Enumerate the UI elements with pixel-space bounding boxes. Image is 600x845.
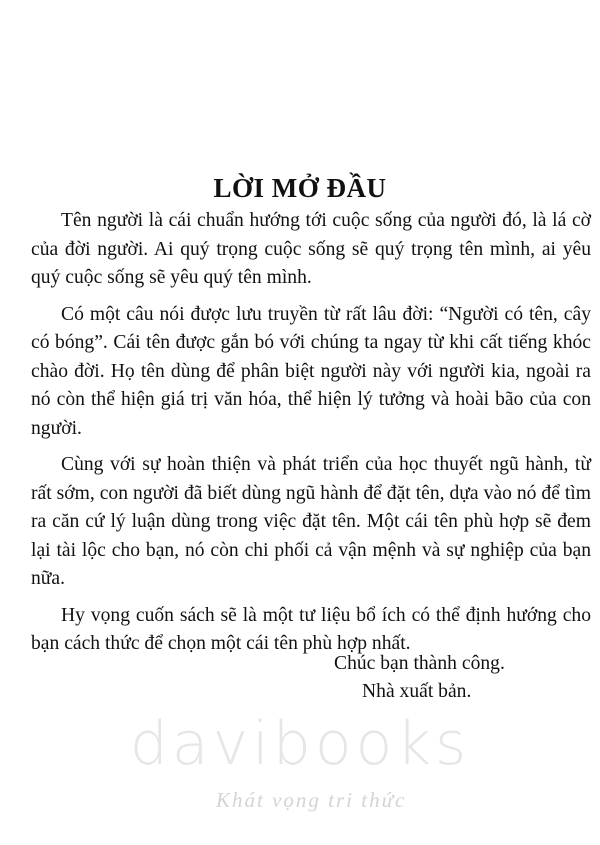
page-title: LỜI MỞ ĐẦU [213,173,387,203]
signoff [334,650,505,706]
watermark-brand: davibooks [129,709,471,779]
paragraph-3: Cùng với sự hoàn thiện và phát triển của học thuyết ngũ hành, từ rất sớm, con người đã biết dùng ngũ hành để đặt tên, dựa vào nó để tìm ra căn cứ lý luận dùng trong việc đặt tên. Một cái tên phù hợp sẽ đem lại tài lộc cho bạn, nó còn chi phối cả vận mệnh và sự nghiệp của bạn nữa. [31,454,591,589]
signoff-greeting: Chúc bạn thành công. [334,653,505,674]
preface-body [31,207,591,667]
paragraph-2: Có một câu nói được lưu truyền từ rất lâu đời: “Người có tên, cây có bóng”. Cái tên được gắn bó với chúng ta ngay từ khi cất tiếng khóc chào đời. Họ tên dùng để phân biệt người này với người kia, ngoài ra nó còn thể hiện giá trị văn hóa, thể hiện lý tưởng và hoài bão của con người. [31,303,591,439]
signoff-publisher: Nhà xuất bản. [362,681,472,702]
paragraph-4: Hy vọng cuốn sách sẽ là một tư liệu bổ ích có thể định hướng cho bạn cách thức để chọn một cái tên phù hợp nhất. [31,604,591,654]
paragraph-1: Tên người là cái chuẩn hướng tới cuộc sống của người đó, là lá cờ của đời người. Ai quý trọng cuộc sống sẽ quý trọng tên mình, ai yêu quý cuộc sống sẽ yêu quý tên mình. [31,210,591,288]
watermark-tagline: Khát vọng tri thức [216,788,407,812]
